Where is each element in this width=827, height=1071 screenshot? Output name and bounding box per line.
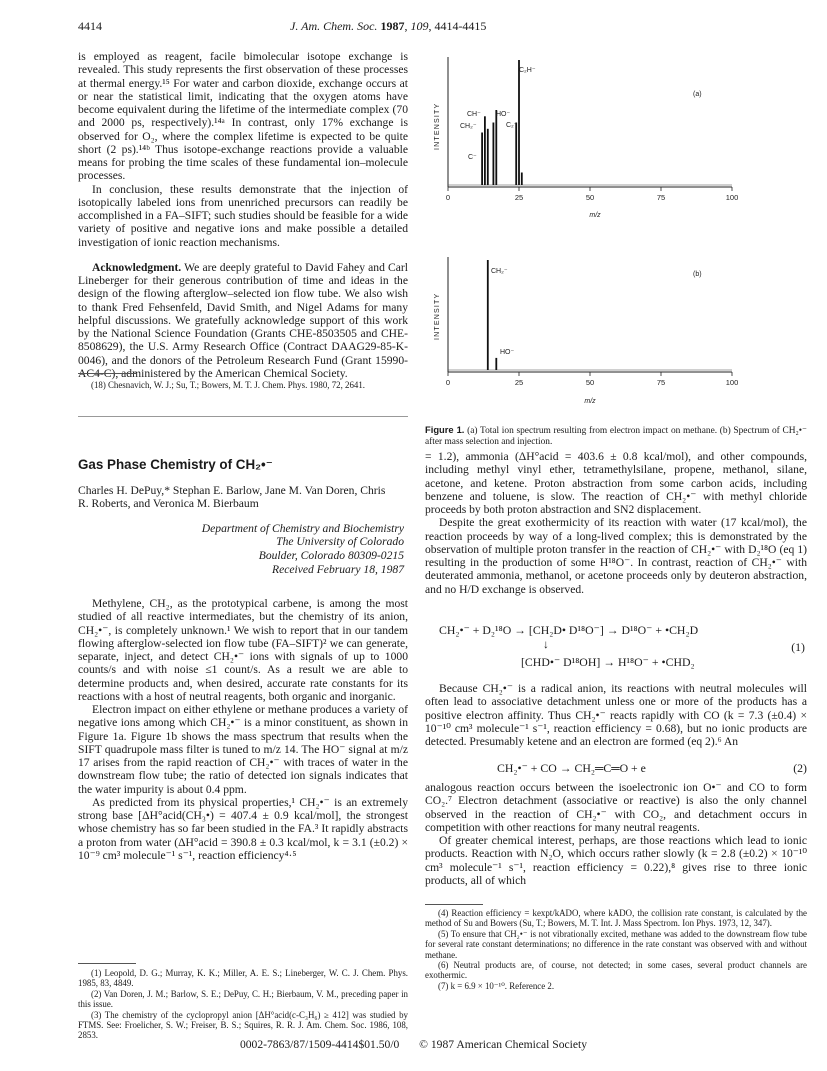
page-number: 4414 (78, 19, 102, 33)
peak-label-c2h: C₂H⁻ (519, 67, 536, 74)
equation-2-number: (2) (793, 761, 807, 775)
affiliation-department: Department of Chemistry and Biochemistry (201, 522, 404, 535)
acknowledgment-text: We are deeply grateful to David Fahey and Carl Lineberger for their generous contribution of time and ideas in the design of the flowing afterglow–selected ion flow tube. We also wish to thank Fred Fehsenfeld, David Smith, and Nigel Adams for many helpful discussions. We gratefully acknowledge support of this work by the National Science Foundation (Grants CHE-8503505 and CHE-8508629), the U.S. Army Research Office (Contract DAAG29-85-K-0046), and the donors of the Petroleum Research Fund (Grant 15990-AC4-C), administered by the American Chemical Society. (78, 260, 408, 380)
peak-label-c: C⁻ (468, 154, 477, 161)
affiliation-university: The University of Colorado (276, 535, 404, 549)
journal-pages: 4414-4415 (434, 19, 487, 33)
journal-volume: 109 (410, 19, 429, 33)
spectrum-peak-a-mz17 (495, 110, 497, 185)
affiliation (78, 522, 404, 562)
acknowledgment-label: Acknowledgment. (92, 260, 182, 274)
footnote-rule-right (425, 904, 483, 905)
footnote-18 (78, 380, 408, 390)
figure-caption-text: (a) Total ion spectrum resulting from electron impact on methane. (b) Spectrum of CH₂•⁻ after mass selection and injection. (425, 426, 807, 447)
panel-b (434, 257, 738, 405)
footnote-1: (1) Leopold, D. G.; Murray, K. K.; Miller, A. E. S.; Lineberger, W. C. J. Chem. Phys. 1985, 83, 4849. (78, 968, 408, 989)
right-column (425, 450, 807, 596)
panel-a (434, 57, 738, 219)
panel-b-ylabel: INTENSITY (434, 292, 441, 340)
paragraph-methylene: Methylene, CH₂, as the prototypical carbene, is among the most studied of all reactive intermediates, but the chemistry of its anion, CH₂•⁻, is completely unknown.¹ We wish to report that in our tandem flowing afterglow-selected ion flow tube (FA–SIFT)² we can generate, separate, inject, and detect CH₂•⁻ ions with signals of up to 1000 counts/s and with noise ≤1 count/s. As a result we are able to determine products and, when desired, accurate rate constants for its reactions with a host of neutral reagents, both organic and inorganic. (78, 597, 408, 703)
footnote-rule-top-left (78, 373, 136, 374)
footnote-4: (4) Reaction efficiency = kexpt/kADO, where kADO, the collision rate constant, is calculated by the method of Su and Bowers (Su, T.; Bowers, M. T. Int. J. Mass Spectrom. Ion Phys. 1973, 12, 347). (425, 908, 807, 929)
panel-b-xlabel: m/z (584, 398, 596, 405)
spectrum-peak-a-mz14 (487, 129, 489, 185)
peak-label-ch2-b: CH₂⁻ (491, 268, 508, 275)
footer-code: 0002-7863/87/1509-4414$01.50/0 (239, 1038, 400, 1051)
panel-a-ylabel: INTENSITY (434, 102, 441, 150)
x-tick-label-b-75: 75 (656, 378, 666, 387)
panel-b-bars (487, 260, 497, 370)
article-title: Gas Phase Chemistry of CH₂•⁻ (78, 457, 273, 472)
footnotes-left (78, 968, 408, 1041)
panel-b-ticks (446, 372, 738, 387)
x-tick-label-b-50: 50 (585, 378, 595, 387)
footer (0, 1038, 827, 1051)
equation-1-line-2: [CHD•⁻ D¹⁸OH] → H¹⁸O⁻ + •CHD₂ (521, 655, 695, 669)
x-tick-label-a-75: 75 (656, 193, 666, 202)
paragraph-isotope-exchange: is employed as reagent, facile bimolecular isotope exchange is revealed. This study represents the first observation of these processes at thermal energy.¹⁵ For water and carbon dioxide, exchange occurs at or near the statistical limit, indicating that the oxygen atoms have become equivalent during the lifetime of the intermediate complex (70 and 2000 ps, respectively).¹⁴ᵃ In contrast, only 17% exchange is observed for O₂, where the complex lifetime is expected to be quite short (2 ps).¹⁴ᵇ Thus isotope-exchange reactions provide a valuable means for probing the time scales of these fundamental ion–molecule processes. (78, 50, 408, 183)
spectrum-peak-a-mz25 (518, 60, 520, 185)
paragraph-ammonia: = 1.2), ammonia (ΔH°acid = 403.6 ± 0.8 kcal/mol), and other compounds, including methyl vinyl ether, tetramethylsilane, propene, methanol, silane, acetone, and ketene. Proton abstraction from some carbon acids, including benzene and toluene, is slow. The reaction of CH₂•⁻ with methyl chloride proceeds by both proton abstraction and SN2 displacement. (425, 450, 807, 516)
right-column-lower (425, 781, 807, 887)
x-tick-label-a-25: 25 (514, 193, 524, 202)
right-column-mid (425, 682, 807, 748)
footnote-2: (2) Van Doren, J. M.; Barlow, S. E.; DePuy, C. H.; Bierbaum, V. M., preceding paper in this issue. (78, 988, 408, 1010)
spectrum-peak-b-mz14 (487, 260, 489, 370)
figure-caption (425, 424, 807, 448)
spectrum-peak-a-mz26 (521, 173, 523, 186)
left-body (78, 597, 408, 862)
authors: Charles H. DePuy,* Stephan E. Barlow, Jane M. Van Doren, Chris R. Roberts, and Veronica M. Bierbaum (78, 484, 386, 511)
journal-year: 1987 (380, 19, 405, 33)
footer-copyright: © 1987 American Chemical Society (419, 1038, 588, 1051)
x-tick-label-b-0: 0 (445, 378, 451, 387)
peak-label-ch: CH⁻ (467, 111, 481, 118)
x-tick-label-a-100: 100 (725, 193, 739, 202)
peak-label-ho: HO⁻ (496, 111, 511, 118)
paragraph-radical-anion: Because CH₂•⁻ is a radical anion, its reactions with neutral molecules will often lead to associative detachment unless one or more of the products has a positive electron affinity. Thus CH₂•⁻ reacts rapidly with CO (k = 7.3 (±0.4) × 10⁻¹⁰ cm³ molecule⁻¹ s⁻¹, reaction efficiency = 0.68), but no ionic products are detected. Presumably ketene and an electron are formed (eq 2).⁶ An (425, 682, 807, 748)
paragraph-ionic-products: Of greater chemical interest, perhaps, are those reactions which lead to ionic products. Reaction with N₂O, which occurs rather slowly (k = 2.8 (±0.2) × 10⁻¹⁰ cm³ molecule⁻¹ s⁻¹, reaction efficiency = 0.22),⁸ gives rise to three ionic products, all of which (425, 834, 807, 887)
panel-a-tag: (a) (693, 91, 702, 98)
article-separator (78, 416, 408, 417)
equation-2: CH₂•⁻ + CO → CH₂═C═O + e (497, 761, 646, 775)
footnote-18-text: (18) Chesnavich, W. J.; Su, T.; Bowers, M. T. J. Chem. Phys. 1980, 72, 2641. (91, 380, 365, 390)
figure-caption-label: Figure 1. (425, 424, 465, 435)
x-tick-label-b-25: 25 (514, 378, 524, 387)
spectrum-peak-a-mz13 (484, 116, 486, 185)
running-header: J. Am. Chem. Soc. 1987, 109, 4414-4415 (290, 19, 487, 33)
footnote-7: (7) k = 6.9 × 10⁻¹⁰. Reference 2. (438, 980, 555, 991)
peak-label-ho-b: HO⁻ (500, 349, 515, 356)
panel-a-ticks (446, 187, 738, 202)
paragraph-isoelectronic: analogous reaction occurs between the isoelectronic ion O•⁻ and CO to form CO₂.⁷ Electron detachment (associative or reactive) is also the only channel observed in the reaction of CH₂•⁻ with CO₂, and detachment occurs in competition with other reactions for many neutral reagents. (425, 781, 807, 834)
paragraph-strong-base: As predicted from its physical properties,¹ CH₂•⁻ is an extremely strong base [ΔH°acid(CH₃•) = 407.4 ± 0.9 kcal/mol], the strongest whose chemistry has so far been studied in the FA.³ It rapidly abstracts a proton from water (ΔH°acid = 390.8 ± 0.3 kcal/mol, k = 3.1 (±0.2) × 10⁻⁹ cm³ molecule⁻¹ s⁻¹, reaction efficiency⁴·⁵ (78, 795, 408, 862)
footnote-5: (5) To ensure that CH₂•⁻ is not vibrationally excited, methane was added to the downstream flow tube for several rate constant determinations; no difference in the rate constant was observed with and without methane. (425, 928, 807, 960)
equation-1 (425, 623, 807, 675)
x-tick-label-a-0: 0 (445, 193, 451, 202)
footnote-6: (6) Neutral products are, of course, not detected; in some cases, several product channels are exothermic. (425, 960, 807, 981)
spectrum-peak-a-mz16 (493, 123, 495, 186)
footnotes-right (425, 908, 807, 991)
equation-1-line-1: CH₂•⁻ + D₂¹⁸O → [CH₂D• D¹⁸O⁻] → D¹⁸O⁻ + •CH₂D (439, 623, 699, 637)
received-date: Received February 18, 1987 (272, 563, 404, 576)
acknowledgment (78, 261, 408, 380)
footnote-3: (3) The chemistry of the cyclopropyl anion [ΔH°acid(c-C₃H₆) ≥ 412] was studied by FTMS. See: Froelicher, S. W.; Freiser, B. S.; Squires, R. R. J. Am. Chem. Soc. 1986, 108, 2853. (78, 1009, 408, 1041)
affiliation-city: Boulder, Colorado 80309-0215 (258, 548, 404, 562)
paragraph-exothermicity: Despite the great exothermicity of its reaction with water (17 kcal/mol), the reaction proceeds by way of a long-lived complex; this is demonstrated by the observation of multiple proton transfer in the reaction of CH₂•⁻ with D₂¹⁸O (eq 1) resulting in the production of some H¹⁸O⁻. In contrast, reaction of CH₂•⁻ with deuterated ammonia, methanol, or acetone proceeds only by deuteron abstraction, and no H/D exchange is observed. (425, 516, 807, 596)
equation-1-number: (1) (791, 640, 805, 654)
journal-abbrev: J. Am. Chem. Soc. (290, 19, 378, 33)
paragraph-conclusion: In conclusion, these results demonstrate that the injection of isotopically labeled ions from unenriched precursors can readily be accomplished in a FA–SIFT; such studies should be feasible for a wide variety of positive and negative ions and make possible a detailed investigation of ionic reaction mechanisms. (78, 182, 408, 249)
spectrum-peak-b-mz17 (495, 358, 497, 370)
figure-1 (425, 52, 805, 424)
footnote-rule-left (78, 963, 136, 964)
equation-1-arrow: ↓ (543, 637, 549, 651)
x-tick-label-b-100: 100 (725, 378, 739, 387)
x-tick-label-a-50: 50 (585, 193, 595, 202)
spectrum-peak-a-mz12 (481, 133, 483, 186)
paragraph-electron-impact: Electron impact on either ethylene or methane produces a variety of negative ions among which CH₂•⁻ is a minor constituent, as shown in Figure 1a. Figure 1b shows the mass spectrum that results when the SIFT quadrupole mass filter is tuned to m/z 14. The HO⁻ signal at m/z 17 arises from the rapid reaction of CH₂•⁻ with traces of water in the downstream flow tube; the ratio of detected ion signals indicates that the water impurity is about 0.4 ppm. (78, 703, 408, 796)
peak-label-c2: C₂⁻ (506, 122, 518, 129)
spectrum-peak-a-mz24 (515, 123, 517, 186)
peak-label-ch2: CH₂⁻ (460, 123, 477, 130)
panel-b-tag: (b) (693, 271, 702, 278)
left-column (78, 50, 408, 380)
panel-a-xlabel: m/z (589, 212, 601, 219)
